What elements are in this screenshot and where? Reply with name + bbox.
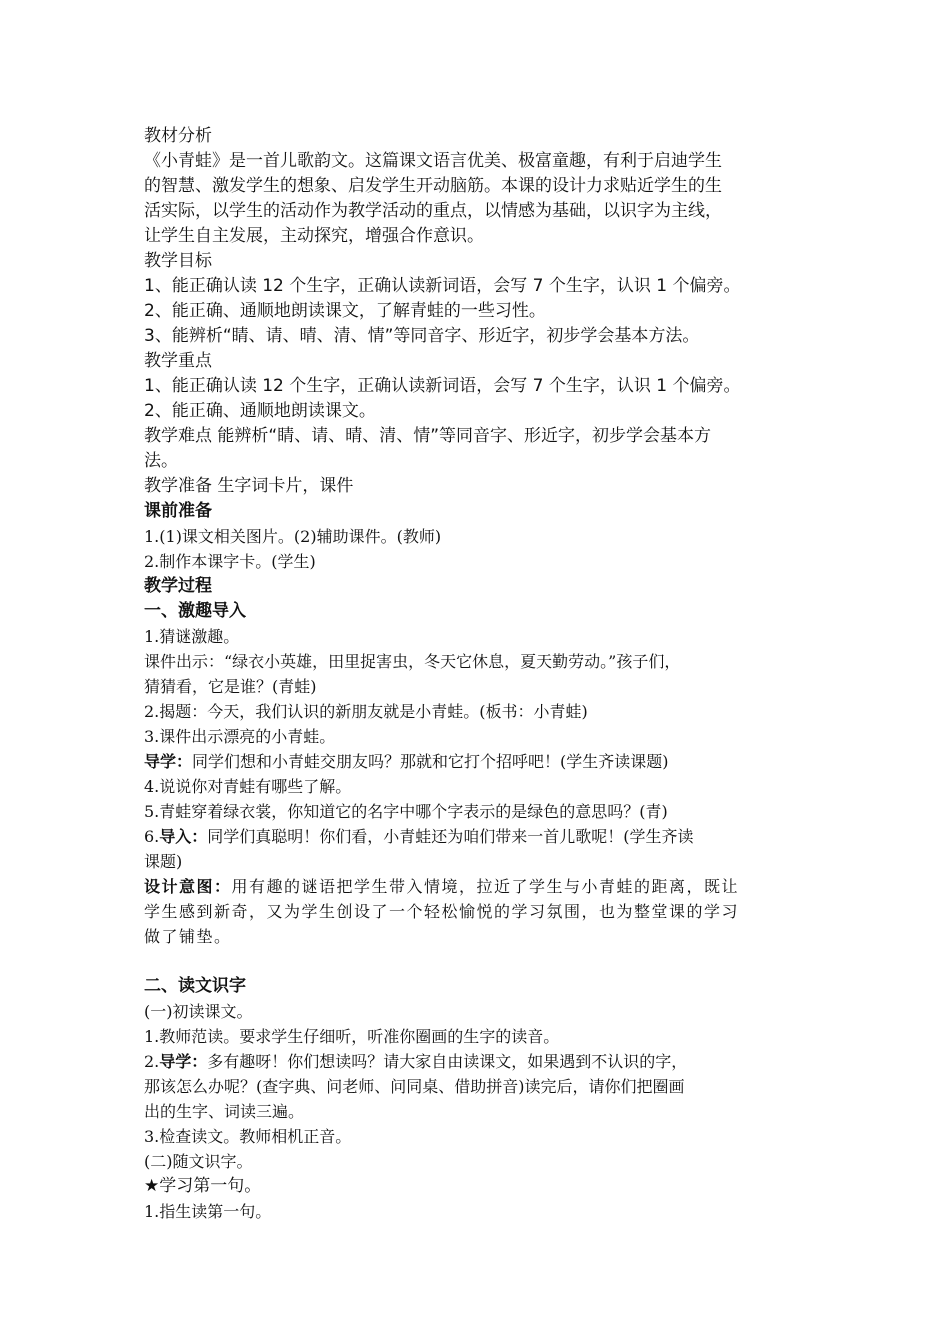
part1-step5: 5.青蛙穿着绿衣裳，你知道它的名字中哪个字表示的是绿色的意思吗？(青) — [144, 802, 668, 821]
part2-star-step1: 1.指生读第一句。 — [144, 1202, 272, 1221]
step6-prefix: 6. — [144, 827, 160, 846]
step6-label: 导入： — [159, 827, 208, 846]
analysis-line-2: 的智慧、激发学生的想象、启发学生开动脑筋。本课的设计力求贴近学生的生 — [144, 176, 722, 196]
key-point-2: 2、能正确、通顺地朗读课文。 — [144, 401, 376, 421]
analysis-line-4: 让学生自主发展，主动探究，增强合作意识。 — [144, 226, 484, 246]
step6-text: 同学们真聪明！你们看，小青蛙还为咱们带来一首儿歌呢！(学生齐读 — [207, 827, 694, 846]
pre-class-item-2: 2.制作本课字卡。(学生) — [144, 552, 316, 571]
part2-sub1: (一)初读课文。 — [144, 1002, 253, 1021]
document-page — [144, 124, 824, 1224]
part2-step2 — [144, 1049, 824, 1074]
section-title-teaching-goals: 教学目标 — [144, 251, 212, 271]
part2-title: 二、读文识字 — [144, 976, 246, 996]
design-intent-line-2: 学生感到新奇，又为学生创设了一个轻松愉悦的学习氛围，也为整堂课的学习 — [144, 902, 740, 921]
guide-label: 导学： — [144, 752, 193, 771]
difficulty-line-2: 法。 — [144, 451, 178, 471]
part1-step2: 2.揭题：今天，我们认识的新朋友就是小青蛙。(板书：小青蛙) — [144, 702, 588, 721]
design-intent-line-3: 做了铺垫。 — [144, 927, 232, 946]
design-intent-line-1 — [144, 874, 824, 899]
part1-title: 一、激趣导入 — [144, 601, 246, 621]
part1-step6-cont: 课题) — [144, 852, 183, 871]
goal-item-2: 2、能正确、通顺地朗读课文，了解青蛙的一些习性。 — [144, 301, 546, 321]
part1-step1: 1.猜谜激趣。 — [144, 627, 240, 646]
design-intent-text-1: 用有趣的谜语把学生带入情境，拉近了学生与小青蛙的距离，既让 — [231, 877, 740, 896]
part2-step2-cont-1: 那该怎么办呢？(查字典、问老师、问同桌、借助拼音)读完后，请你们把圈画 — [144, 1077, 685, 1096]
section-title-process: 教学过程 — [144, 576, 212, 596]
design-intent-label: 设计意图： — [144, 877, 232, 896]
part1-step4: 4.说说你对青蛙有哪些了解。 — [144, 777, 352, 796]
goal-item-3: 3、能辨析“睛、请、晴、清、情”等同音字、形近字，初步学会基本方法。 — [144, 326, 700, 346]
part1-step3: 3.课件出示漂亮的小青蛙。 — [144, 727, 336, 746]
part1-guide — [144, 749, 824, 774]
part1-step1-detail-2: 猜猜看，它是谁？(青蛙) — [144, 677, 317, 696]
blank-line — [144, 949, 824, 974]
teaching-materials: 教学准备 生字词卡片，课件 — [144, 476, 354, 496]
analysis-line-3: 活实际，以学生的活动作为教学活动的重点，以情感为基础，以识字为主线， — [144, 201, 722, 221]
part2-step2-text-1: 多有趣呀！你们想读吗？请大家自由读课文，如果遇到不认识的字， — [207, 1052, 688, 1071]
part2-step2-cont-2: 出的生字、词读三遍。 — [144, 1102, 305, 1121]
difficulty-line-1: 教学难点 能辨析“睛、请、晴、清、情”等同音字、形近字，初步学会基本方 — [144, 426, 712, 446]
part1-step6 — [144, 824, 824, 849]
part2-step3: 3.检查读文。教师相机正音。 — [144, 1127, 352, 1146]
part2-step2-label: 导学： — [159, 1052, 208, 1071]
key-point-1: 1、能正确认读 12 个生字，正确认读新词语，会写 7 个生字，认识 1 个偏旁。 — [144, 376, 741, 396]
pre-class-item-1: 1.(1)课文相关图片。(2)辅助课件。(教师) — [144, 527, 442, 546]
section-title-key-points: 教学重点 — [144, 351, 212, 371]
guide-text: 同学们想和小青蛙交朋友吗？那就和它打个招呼吧！(学生齐读课题) — [192, 752, 669, 771]
part2-sub2: (二)随文识字。 — [144, 1152, 253, 1171]
section-title-textbook-analysis: 教材分析 — [144, 126, 212, 146]
section-title-pre-class: 课前准备 — [144, 501, 212, 521]
analysis-line-1: 《小青蛙》是一首儿歌韵文。这篇课文语言优美、极富童趣，有利于启迪学生 — [144, 151, 722, 171]
part2-step1: 1.教师范读。要求学生仔细听，听准你圈画的生字的读音。 — [144, 1027, 560, 1046]
part2-star-item: ★学习第一句。 — [144, 1176, 262, 1196]
part1-step1-detail-1: 课件出示：“绿衣小英雄，田里捉害虫，冬天它休息，夏天勤劳动。”孩子们， — [144, 652, 681, 671]
part2-step2-prefix: 2. — [144, 1052, 160, 1071]
goal-item-1: 1、能正确认读 12 个生字，正确认读新词语，会写 7 个生字，认识 1 个偏旁。 — [144, 276, 741, 296]
